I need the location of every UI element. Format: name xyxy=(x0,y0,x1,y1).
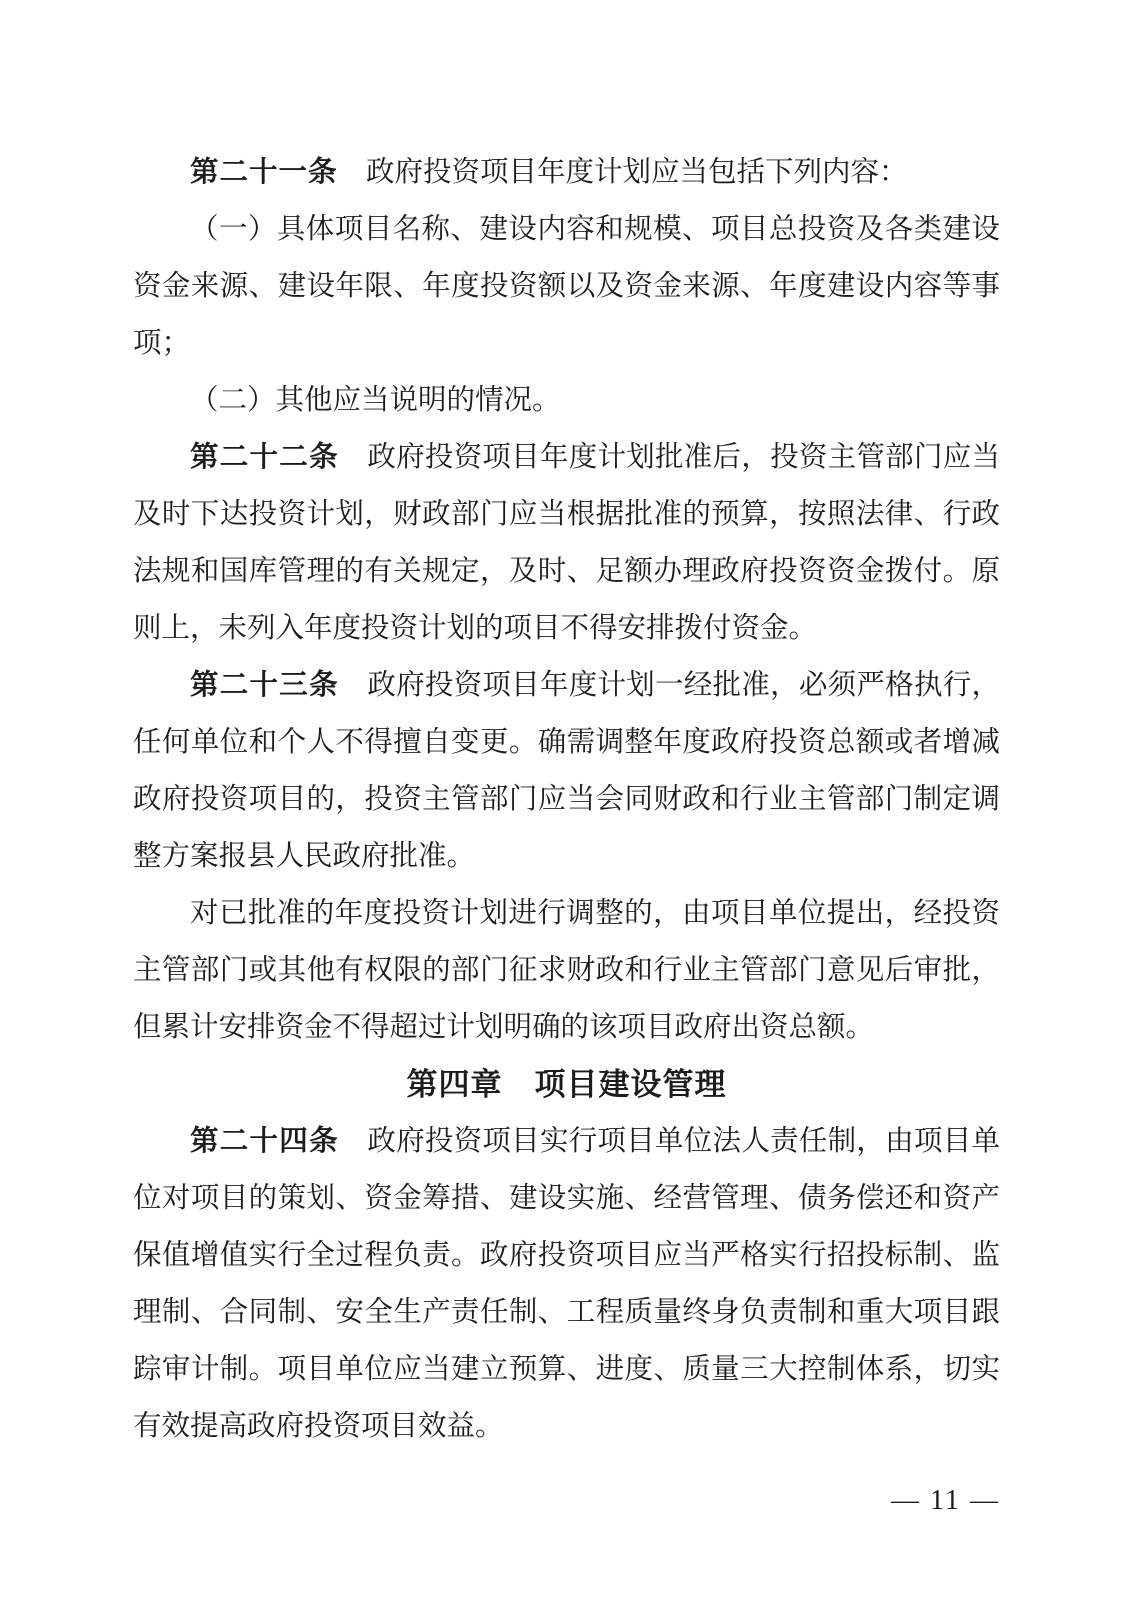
article-23-number: 第二十三条 xyxy=(190,669,339,701)
paragraph-item-one xyxy=(133,201,1000,372)
article-22-text: 政府投资项目年度计划批准后，投资主管部门应当及时下达投资计划，财政部门应当根据批准的预算，按照法律、行政法规和国库管理的有关规定，及时、足额办理政府投资资金拨付。原则上，未列入年度投资计划的项目不得安排拨付资金。 xyxy=(133,442,1000,644)
page-number: — 11 — xyxy=(891,1485,1000,1516)
item-one-text: （一）具体项目名称、建设内容和规模、项目总投资及各类建设资金来源、建设年限、年度投资额以及资金来源、年度建设内容等事项； xyxy=(133,214,1000,359)
article-22-number: 第二十二条 xyxy=(190,441,339,473)
chapter-4-heading: 第四章 项目建设管理 xyxy=(406,1067,727,1102)
article-24-text: 政府投资项目实行项目单位法人责任制，由项目单位对项目的策划、资金筹措、建设实施、经营管理、债务偿还和资产保值增值实行全过程负责。政府投资项目应当严格实行招投标制、监理制、合同制、安全生产责任制、工程质量终身负责制和重大项目跟踪审计制。项目单位应当建立预算、进度、质量三大控制体系，切实有效提高政府投资项目效益。 xyxy=(133,1126,1000,1442)
paragraph-item-two xyxy=(133,372,1000,429)
article-23-text: 政府投资项目年度计划一经批准，必须严格执行，任何单位和个人不得擅自变更。确需调整年度政府投资总额或者增减政府投资项目的，投资主管部门应当会同财政和行业主管部门制定调整方案报县人民政府批准。 xyxy=(133,670,1000,872)
item-two-text: （二）其他应当说明的情况。 xyxy=(190,385,561,416)
paragraph-adjustment-rule xyxy=(133,885,1000,1056)
article-21-number: 第二十一条 xyxy=(190,156,338,188)
paragraph-article-23 xyxy=(133,657,1000,885)
article-21-text: 政府投资项目年度计划应当包括下列内容： xyxy=(366,157,908,188)
adjustment-rule-text: 对已批准的年度投资计划进行调整的，由项目单位提出，经投资主管部门或其他有权限的部门征求财政和行业主管部门意见后审批，但累计安排资金不得超过计划明确的该项目政府出资总额。 xyxy=(133,898,1000,1043)
paragraph-article-24 xyxy=(133,1113,1000,1455)
paragraph-article-22 xyxy=(133,429,1000,657)
article-24-number: 第二十四条 xyxy=(190,1125,339,1157)
document-body xyxy=(133,144,1000,1455)
page-footer xyxy=(891,1486,1000,1516)
paragraph-article-21 xyxy=(133,144,1000,201)
